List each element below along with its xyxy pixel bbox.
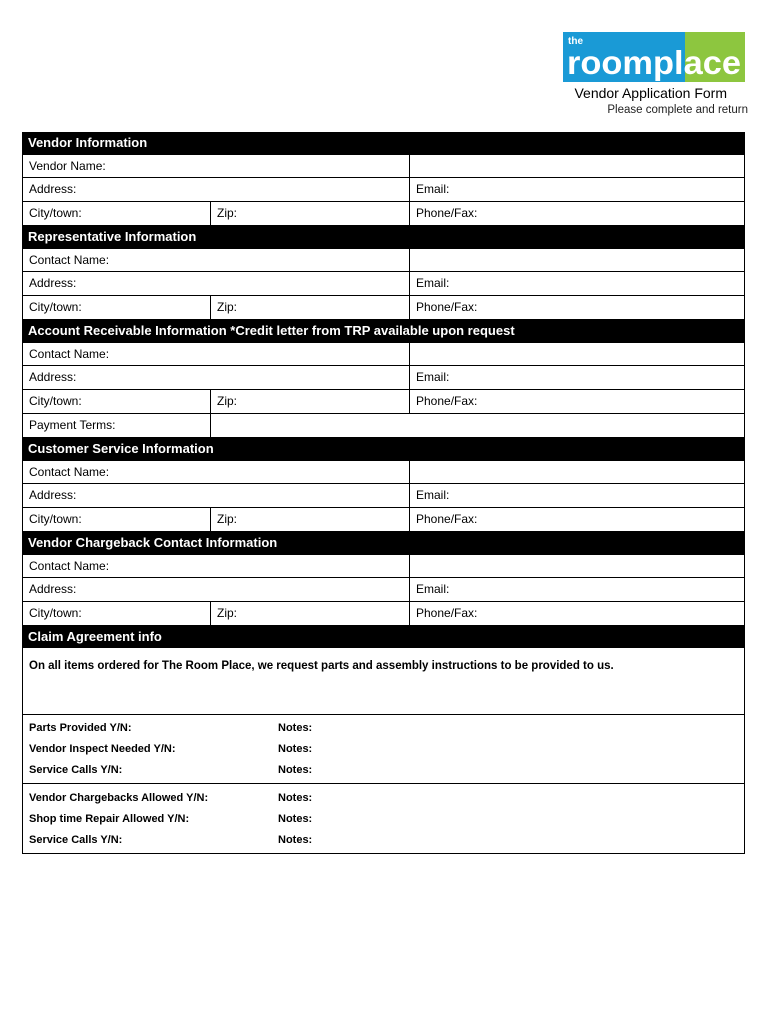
ar-name-row [22, 342, 745, 366]
logo-main-text: roomplace [567, 44, 741, 81]
parts-provided-label[interactable]: Parts Provided Y/N: [29, 722, 132, 734]
notes-label[interactable]: Notes: [278, 792, 313, 804]
ar-phone-field[interactable]: Phone/Fax: [416, 394, 478, 408]
claim-row [23, 760, 744, 781]
ar-email-field[interactable]: Email: [416, 370, 450, 384]
section-header-representative: Representative Information [22, 226, 745, 248]
cs-phone-field[interactable]: Phone/Fax: [416, 512, 478, 526]
cb-name-row [22, 554, 745, 578]
cs-address-row [22, 484, 745, 508]
vendor-email-field[interactable]: Email: [416, 182, 450, 196]
rep-name-row [22, 248, 745, 272]
cb-name-label: Contact Name: [23, 555, 410, 577]
cs-name-row [22, 460, 745, 484]
cs-email-field[interactable]: Email: [416, 488, 450, 502]
vendor-address-row [22, 178, 745, 202]
rep-name-field[interactable] [410, 249, 744, 271]
vendor-city-row [22, 202, 745, 226]
ar-address-row [22, 366, 745, 390]
notes-label[interactable]: Notes: [278, 743, 313, 755]
section-header-accounts-receivable: Account Receivable Information *Credit letter from TRP available upon request [22, 320, 745, 342]
vendor-application-form [22, 132, 745, 854]
section-header-vendor: Vendor Information [22, 132, 745, 154]
form-title: Vendor Application Form [574, 85, 727, 101]
section-header-claim: Claim Agreement info [22, 626, 745, 648]
claim-row [23, 809, 744, 830]
logo-small-text: the [568, 36, 583, 47]
vendor-name-field[interactable] [410, 155, 744, 177]
vendor-name-label: Vendor Name: [23, 155, 410, 177]
ar-terms-label: Payment Terms: [23, 414, 211, 437]
ar-address-field[interactable]: Address: [23, 366, 410, 389]
ar-name-field[interactable] [410, 343, 744, 365]
rep-address-field[interactable]: Address: [23, 272, 410, 295]
ar-city-field[interactable]: City/town: [23, 390, 211, 413]
notes-label[interactable]: Notes: [278, 764, 313, 776]
ar-name-label: Contact Name: [23, 343, 410, 365]
service-calls-2-label[interactable]: Service Calls Y/N: [29, 834, 123, 846]
cs-city-field[interactable]: City/town: [23, 508, 211, 531]
cs-zip-field[interactable]: Zip: [211, 508, 410, 531]
form-subtitle: Please complete and return [607, 104, 748, 116]
rep-city-field[interactable]: City/town: [23, 296, 211, 319]
cs-address-field[interactable]: Address: [23, 484, 410, 507]
vendor-city-field[interactable]: City/town: [23, 202, 211, 225]
ar-zip-field[interactable]: Zip: [211, 390, 410, 413]
rep-name-label: Contact Name: [23, 249, 410, 271]
service-calls-label[interactable]: Service Calls Y/N: [29, 764, 123, 776]
cb-zip-field[interactable]: Zip: [211, 602, 410, 625]
claim-block-2 [22, 784, 745, 854]
cb-email-field[interactable]: Email: [416, 582, 450, 596]
rep-email-field[interactable]: Email: [416, 276, 450, 290]
roomplace-logo [563, 32, 745, 82]
cs-name-field[interactable] [410, 461, 744, 483]
vendor-phone-field[interactable]: Phone/Fax: [416, 206, 478, 220]
section-header-customer-service: Customer Service Information [22, 438, 745, 460]
ar-terms-row [22, 414, 745, 438]
notes-label[interactable]: Notes: [278, 834, 313, 846]
claim-row [23, 830, 744, 851]
rep-phone-field[interactable]: Phone/Fax: [416, 300, 478, 314]
cb-address-row [22, 578, 745, 602]
claim-statement: On all items ordered for The Room Place, we request parts and assembly instructions to be provided to us. [22, 648, 745, 715]
ar-city-row [22, 390, 745, 414]
claim-row [23, 788, 744, 809]
cs-city-row [22, 508, 745, 532]
ar-terms-field[interactable] [211, 414, 744, 437]
vendor-inspect-label[interactable]: Vendor Inspect Needed Y/N: [29, 743, 176, 755]
cb-city-row [22, 602, 745, 626]
claim-row [23, 739, 744, 760]
rep-city-row [22, 296, 745, 320]
vendor-address-field[interactable]: Address: [23, 178, 410, 201]
vendor-name-row [22, 154, 745, 178]
claim-block-1 [22, 715, 745, 784]
rep-zip-field[interactable]: Zip: [211, 296, 410, 319]
cb-city-field[interactable]: City/town: [23, 602, 211, 625]
rep-address-row [22, 272, 745, 296]
claim-row [23, 718, 744, 739]
section-header-chargeback: Vendor Chargeback Contact Information [22, 532, 745, 554]
notes-label[interactable]: Notes: [278, 813, 313, 825]
shop-time-repair-label[interactable]: Shop time Repair Allowed Y/N: [29, 813, 190, 825]
cb-phone-field[interactable]: Phone/Fax: [416, 606, 478, 620]
cs-name-label: Contact Name: [23, 461, 410, 483]
cb-address-field[interactable]: Address: [23, 578, 410, 601]
notes-label[interactable]: Notes: [278, 722, 313, 734]
vendor-chargebacks-label[interactable]: Vendor Chargebacks Allowed Y/N: [29, 792, 209, 804]
vendor-zip-field[interactable]: Zip: [211, 202, 410, 225]
cb-name-field[interactable] [410, 555, 744, 577]
